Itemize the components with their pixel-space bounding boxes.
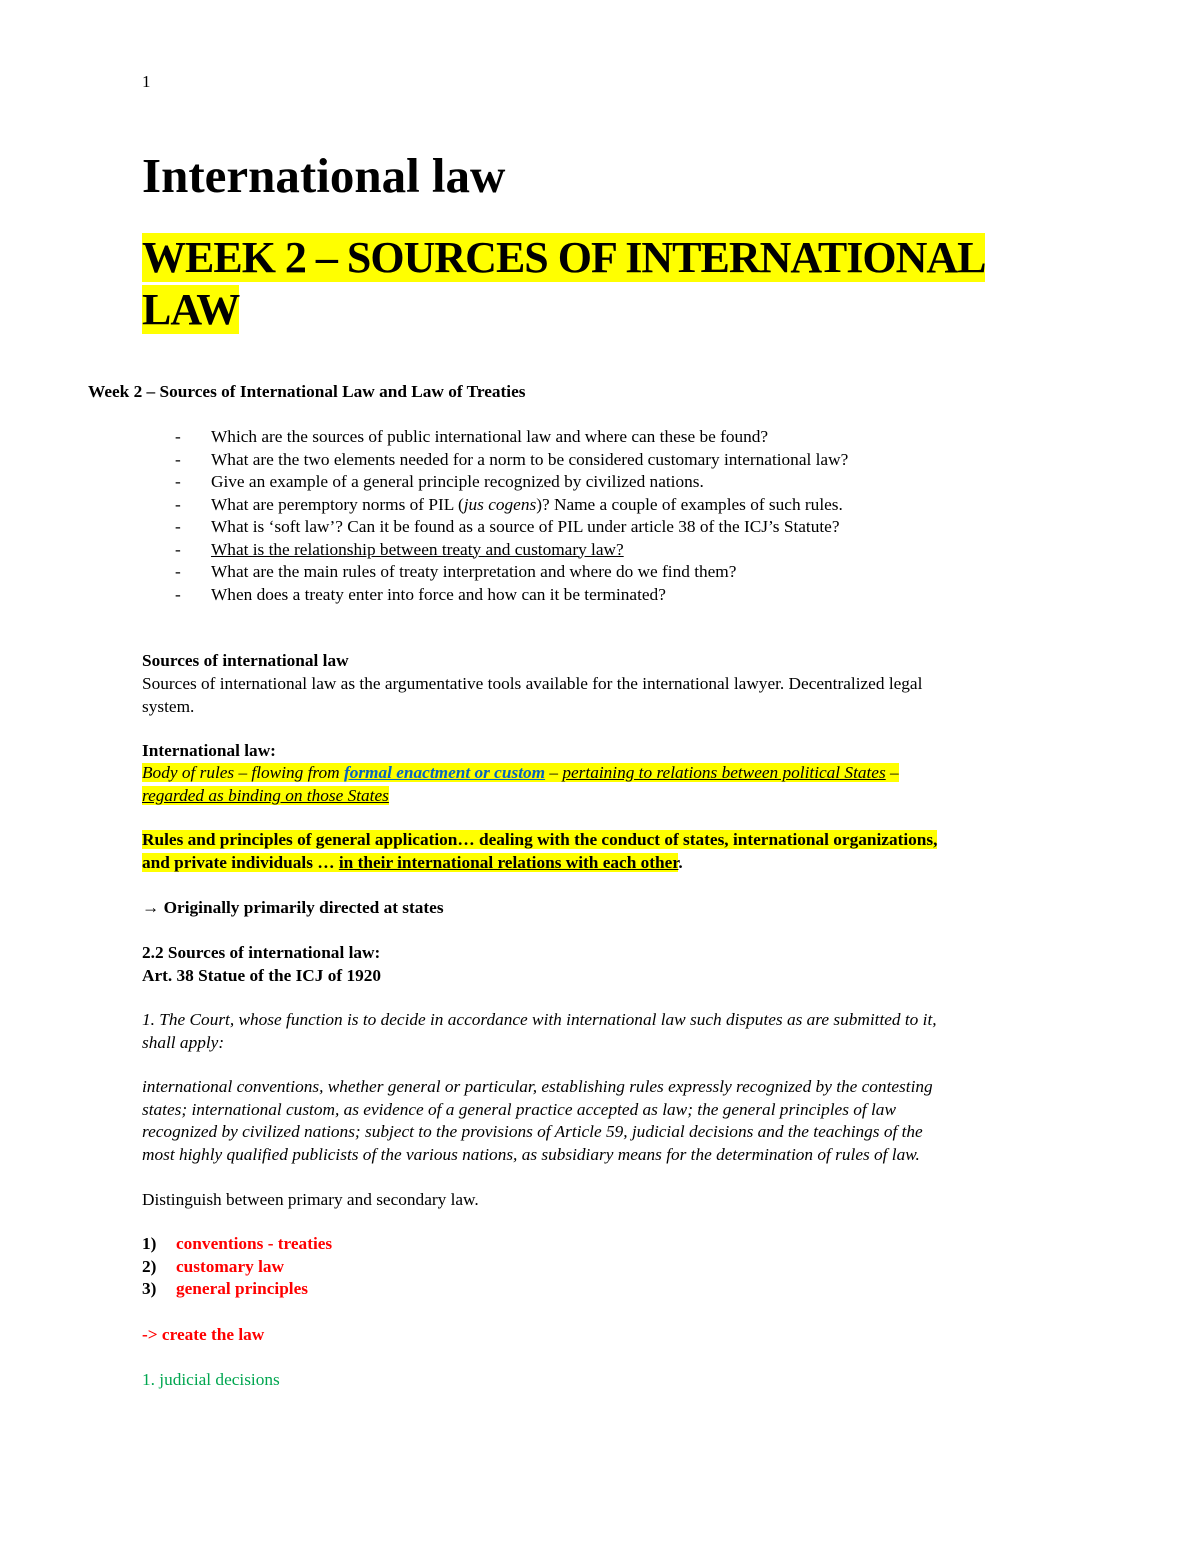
create-law-note: -> create the law bbox=[142, 1325, 265, 1344]
sources-heading: Sources of international law bbox=[142, 651, 349, 670]
week-heading bbox=[142, 232, 1042, 336]
list-item: - What are the main rules of treaty interpretation and where do we find them? bbox=[142, 561, 848, 584]
list-item: 2) customary law bbox=[142, 1256, 284, 1276]
rules-paragraph: Rules and principles of general application… dealing with the conduct of states, international organizations, and private individuals … in their international relations with each other. bbox=[142, 830, 938, 872]
list-item: - What are peremptory norms of PIL (jus cogens)? Name a couple of examples of such rules. bbox=[142, 494, 848, 517]
international-law-heading: International law: bbox=[142, 741, 276, 760]
page-number: 1 bbox=[142, 72, 151, 91]
art38-heading: 2.2 Sources of international law: Art. 38 Statue of the ICJ of 1920 bbox=[142, 943, 382, 985]
list-item: - Give an example of a general principle recognized by civilized nations. bbox=[142, 471, 848, 494]
sources-text: Sources of international law as the argumentative tools available for the international lawyer. Decentralized legal system. bbox=[142, 674, 923, 716]
list-item: - Which are the sources of public international law and where can these be found? bbox=[142, 426, 848, 449]
subheading: Week 2 – Sources of International Law and Law of Treaties bbox=[88, 382, 526, 401]
list-item: 3) general principles bbox=[142, 1279, 308, 1298]
primary-sources-list bbox=[142, 1233, 332, 1301]
arrow-icon: → bbox=[142, 898, 160, 917]
art38-paragraph-1: 1. The Court, whose function is to decide in accordance with international law such disputes as are submitted to it, shall apply: bbox=[142, 1010, 937, 1052]
list-item: - What are the two elements needed for a norm to be considered customary international law? bbox=[142, 449, 848, 472]
list-item: 1) conventions - treaties bbox=[142, 1234, 333, 1253]
list-item: - When does a treaty enter into force and how can it be terminated? bbox=[142, 584, 848, 607]
document-title: International law bbox=[142, 148, 506, 203]
list-item: - What is ‘soft law’? Can it be found as a source of PIL under article 38 of the ICJ’s Statute? bbox=[142, 516, 848, 539]
list-item: - What is the relationship between treaty and customary law? bbox=[142, 539, 848, 562]
question-list bbox=[142, 426, 848, 606]
distinguish-text: Distinguish between primary and secondary law. bbox=[142, 1190, 479, 1209]
week-heading-line1: WEEK 2 – SOURCES OF INTERNATIONAL bbox=[142, 233, 986, 282]
week-heading-line2: LAW bbox=[142, 285, 240, 334]
judicial-decisions-item: 1. judicial decisions bbox=[142, 1370, 280, 1389]
art38-paragraph-2: international conventions, whether general or particular, establishing rules expressly recognized by the contesting states; international custom, as evidence of a general practice accepted as law; the general principles of law recognized by civilized nations; subject to the provisions of Article 59, judicial decisions and the teachings of the most highly qualified publicists of the various nations, as subsidiary means for the determination of rules of law. bbox=[142, 1077, 933, 1164]
international-law-definition: Body of rules – flowing from formal enactment or custom – pertaining to relations between political States – regarded as binding on those States bbox=[142, 763, 899, 805]
formal-enactment-link[interactable]: formal enactment or custom bbox=[343, 763, 546, 782]
directed-at-states: → Originally primarily directed at states bbox=[142, 898, 444, 917]
